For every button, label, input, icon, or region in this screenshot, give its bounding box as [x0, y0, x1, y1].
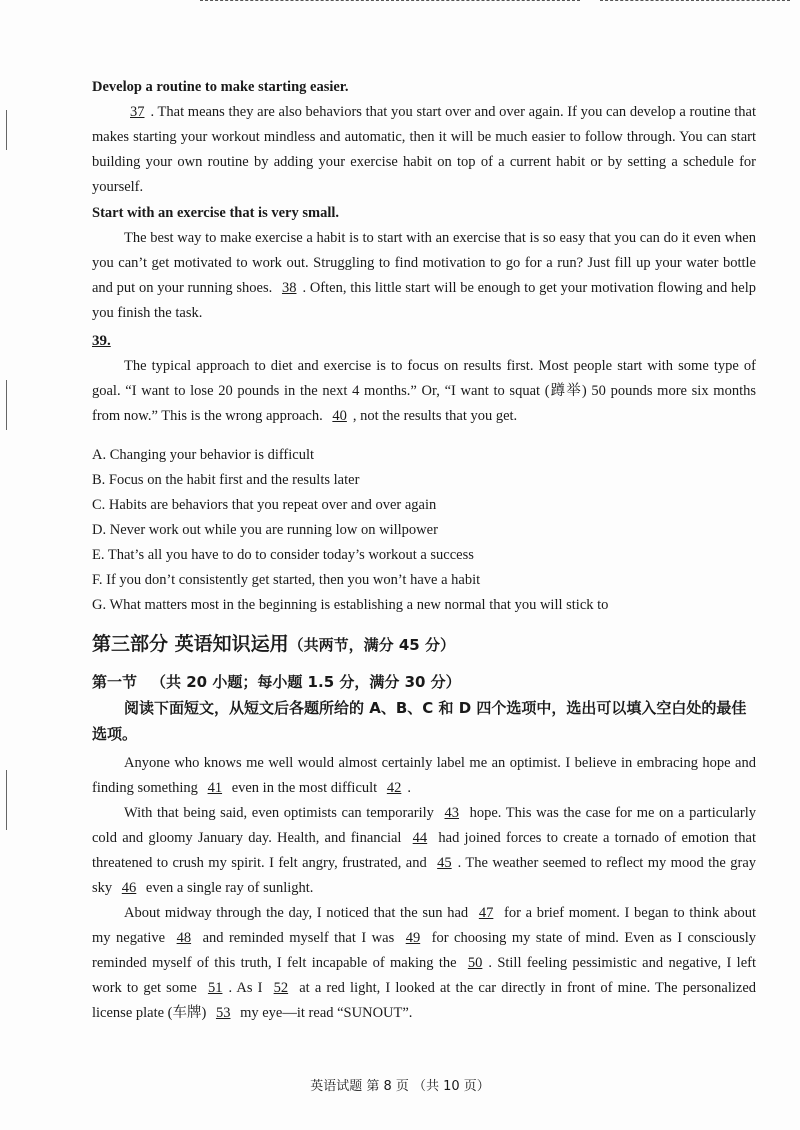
- text-run: The typical approach to diet and exercise is to focus on results first. Most people start with some type of goal. “I want to lose 20 pounds in the next 4 months.” Or, “I want to squat (蹲举) 50 pounds more six months from now.” This is the wrong approach.: [92, 358, 756, 424]
- page-footer: 英语试题 第 8 页 （共 10 页）: [310, 1079, 490, 1094]
- blank-37: 37: [130, 104, 145, 120]
- blank-38: 38: [281, 280, 297, 296]
- text-run: . Often, this little start will be enough to get your motivation flowing and help you finish the task.: [92, 280, 756, 321]
- option-item: E. That’s all you have to do to consider today’s workout a success: [92, 547, 474, 563]
- text-run: hope. This was the case for me on a particularly cold and gloomy January day. Health, and financial: [92, 805, 756, 846]
- section-title: [92, 669, 756, 695]
- paragraph: [92, 801, 756, 901]
- text-run: for a brief moment. I began to think about my negative: [92, 905, 756, 946]
- blank-44: 44: [412, 830, 428, 846]
- margin-mark: [6, 110, 7, 150]
- blank-suffix: .: [107, 333, 111, 349]
- blank-number: 39: [92, 333, 107, 349]
- paragraph: [92, 901, 756, 1026]
- text-run: my eye—it read “SUNOUT”.: [236, 1005, 413, 1021]
- section-heading: Start with an exercise that is very small.: [92, 205, 339, 221]
- blank-49: 49: [405, 930, 421, 946]
- margin-mark: [6, 380, 7, 430]
- text-run: had joined forces to create a tornado of emotion that threatened to crush my spirit. I felt angry, frustrated, and: [92, 830, 756, 871]
- paragraph: [92, 100, 756, 200]
- section-title-text: 第一节: [92, 673, 138, 691]
- option-item: A. Changing your behavior is difficult: [92, 447, 315, 463]
- blank-51: 51: [207, 980, 223, 996]
- text-run: . The weather seemed to reflect my mood the gray sky: [92, 855, 757, 896]
- text-run: About midway through the day, I noticed that the sun had: [124, 905, 473, 921]
- blank-42: 42: [386, 780, 402, 796]
- text-run: for choosing my state of mind. Even as I consciously reminded myself of this truth, I felt incapable of making the: [92, 930, 756, 971]
- part-title: [92, 628, 756, 661]
- text-run: at a red light, I looked at the car directly in front of mine. The personalized license plate (车牌): [92, 980, 757, 1021]
- text-run: .: [407, 780, 411, 796]
- options-list: [92, 443, 756, 618]
- header-dashed-line: [600, 0, 790, 3]
- text-run: With that being said, even optimists can temporarily: [124, 805, 439, 821]
- option-item: B. Focus on the habit first and the results later: [92, 472, 360, 488]
- option-item: D. Never work out while you are running low on willpower: [92, 522, 438, 538]
- option-item: G. What matters most in the beginning is establishing a new normal that you will stick to: [92, 597, 609, 613]
- text-run: even a single ray of sunlight.: [142, 880, 314, 896]
- paragraph: [92, 354, 756, 429]
- text-run: , not the results that you get.: [352, 408, 518, 424]
- part-note: （共两节，满分 45 分）: [288, 636, 455, 654]
- paragraph: [92, 751, 756, 801]
- instruction: 阅读下面短文，从短文后各题所给的 A、B、C 和 D 四个选项中，选出可以填入空白处的最佳选项。: [92, 699, 747, 743]
- text-run: . Still feeling pessimistic and negative, I left work to get some: [92, 955, 756, 996]
- option-item: F. If you don’t consistently get started, then you won’t have a habit: [92, 572, 481, 588]
- blank-52: 52: [273, 980, 289, 996]
- text-run: even in the most difficult: [228, 780, 381, 796]
- blank-46: 46: [121, 880, 137, 896]
- blank-47: 47: [478, 905, 494, 921]
- section-note: （共 20 小题；每小题 1.5 分，满分 30 分）: [151, 673, 461, 691]
- text-run: Anyone who knows me well would almost certainly label me an optimist. I believe in embracing hope and finding something: [92, 755, 756, 796]
- header-dashed-line: [200, 0, 580, 3]
- text-run: and reminded myself that I was: [197, 930, 400, 946]
- paragraph: [92, 226, 756, 326]
- exam-page: [92, 74, 756, 1026]
- blank-40: 40: [332, 408, 347, 424]
- blank-heading: [92, 328, 756, 354]
- text-run: . That means they are also behaviors that you start over and over again. If you can develop a routine that makes starting your workout mindless and automatic, then it will be much easier to follow through. You can start building your own routine by adding your exercise habit on top of a current habit or by setting a schedule for yourself.: [92, 104, 756, 195]
- blank-48: 48: [176, 930, 192, 946]
- part-title-text: 第三部分 英语知识运用: [92, 633, 289, 655]
- text-run: . As I: [228, 980, 268, 996]
- blank-43: 43: [444, 805, 460, 821]
- margin-mark: [6, 770, 7, 830]
- blank-41: 41: [207, 780, 223, 796]
- option-item: C. Habits are behaviors that you repeat over and over again: [92, 497, 437, 513]
- blank-50: 50: [467, 955, 483, 971]
- section-heading: Develop a routine to make starting easier.: [92, 79, 349, 95]
- text-run: The best way to make exercise a habit is to start with an exercise that is so easy that you can do it even when you can’t get motivated to work out. Struggling to find motivation to go for a run? Just fill up your water bottle and put on your running shoes.: [92, 230, 756, 296]
- blank-45: 45: [437, 855, 452, 871]
- blank-53: 53: [215, 1005, 231, 1021]
